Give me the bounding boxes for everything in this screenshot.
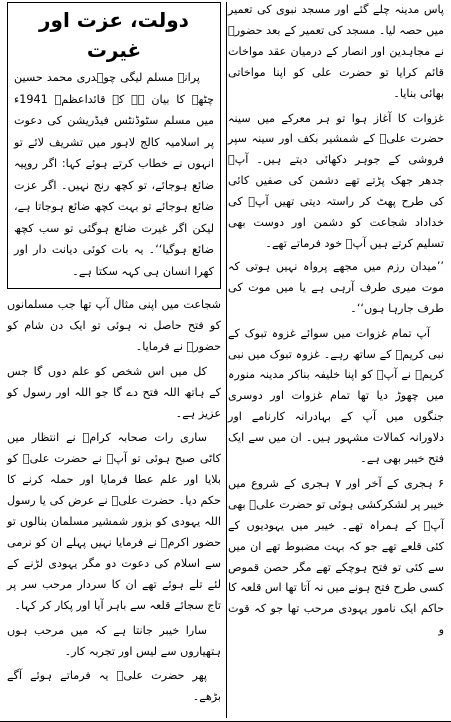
- right-para-2: غزوات کا آغاز ہوا تو ہر معرکے میں سینہ حضرت علیؓ کے شمشیر بکف اور سینہ سپر فروشی کے جوہر دکھائی دیتے ہیں۔ آپؓ جدھر جھک پڑتے تھے دشمن کی صفیں کائی کی طرح پھٹ کر راستہ دیتی تھیں آپؓ کی خداداد شجاعت کو دشمن اور دوست بھی تسلیم کرتے ہیں آپؓ خود فرماتے تھے۔: [228, 111, 444, 250]
- right-para-4: ۶ ہجری کے آخر اور ۷ ہجری کے شروع میں خیبر پر لشکرکشی ہوئی تو حضرت علیؓ بھی آپؐ کے ہمراہ تھے۔ خیبر میں یہودیوں کے کئی قلعے تھے جو کہ بہت مضبوط تھے ان میں سے کئی تو فتح ہوچکے تھے مگر حصن قموص کسی طرح فتح ہونے میں نہ آتا تھا اس قلعہ کا حاکم ایک نامور یہودی مرحب تھا جو کہ قوت و: [228, 476, 444, 637]
- right-para-3: آپ تمام غزوات میں سوائے غزوہ تبوک کے نبی کریمؐ کے ساتھ رہے۔ غزوہ تبوک میں نبی کریمؐ نے آپؓ کو اپنا خلیفہ بناکر مدینہ منورہ میں چھوڑ دیا تھا تمام غزوات اور دوسری جنگوں میں آپ کے بہادرانہ کارنامے اور دلاورانہ کمالات مشہور ہیں۔ ان میں سے ایک فتح خیبر بھی ہے۔: [228, 326, 444, 466]
- left-para-1: شجاعت میں اپنی مثال آپ تھا جب مسلمانوں کو فتح حاصل نہ ہوئی تو ایک دن شام کو حضورؐ نے فرمایا۔: [7, 298, 221, 353]
- box-text: پرانے مسلم لیگی چوہدری محمد حسین چٹھہ کا بیان ہے کہ قائداعظمؒ 1941ء میں مسلم سٹوڈنٹس فیڈریشن کی دعوت پر اسلامیہ کالج لاہور میں تشریف لائے تو انہوں نے خطاب کرتے ہوئے کہا: اگر روپیہ ضائع ہوجائے، تو کچھ رنج نہیں۔ اگر عزت ضائع ہوجائے تو بہت کچھ ضائع ہوجاتا ہے، لیکن اگر غیرت ضائع ہوگئی تو سب کچھ ضائع ہوگیا‘‘۔ یہ بات کوئی دیانت دار اور کھرا انسان ہی کہہ سکتا ہے۔: [14, 71, 214, 278]
- left-para-4: سارا خیبر جانتا ہے کہ میں مرحب ہوں ہتھیاروں سے لیس اور تجربہ کار۔: [7, 623, 221, 658]
- column-divider: [226, 2, 227, 718]
- box-title: دولت، عزت اور غیرت: [39, 8, 189, 62]
- boxed-article: [7, 2, 221, 289]
- left-para-2: کل میں اس شخص کو علم دوں گا جس کے ہاتھ اللہ فتح دے گا جو اللہ اور رسول کو عزیز ہے۔: [7, 364, 221, 420]
- quote: ’’میدان رزم میں مجھے پرواہ نہیں ہوتی کہ موت میری طرف آرہی ہے یا میں موت کی طرف جارہا ہوں‘‘۔: [228, 259, 444, 315]
- right-para-1: پاس مدینہ چلے گئے اور مسجد نبوی کی تعمیر میں حصہ لیا۔ مسجد کی تعمیر کے بعد حضورؐ نے مجاہدین اور انصار کے درمیان عقد مواخات قائم کرایا تو حضرت علی کو اپنا مواخاتی بھائی بنایا۔: [228, 3, 444, 100]
- left-column: [3, 0, 223, 722]
- left-para-5: پھر حضرت علیؓ یہ فرماتے ہوئے آگے بڑھے۔: [7, 669, 221, 704]
- right-column: [226, 0, 448, 722]
- left-para-3: ساری رات صحابہ کرامؓ نے انتظار میں کاٹی صبح ہوئی تو آپؐ نے حضرت علیؓ کو بلایا اور علم عطا فرمایا اور حملہ کرنے کا حکم دیا۔ حضرت علیؓ نے عرض کی یا رسول اللہ یہودی کو بزور شمشیر مسلمان بنالوں تو حضور اکرمؐ نے فرمایا نہیں پہلے ان کو نرمی سے اسلام کی دعوت دو مگر یہودی لڑنے کے لئے تلے ہوئے تھے ان کا سردار مرحب سر پر تاج سجائے قلعہ سے باہر آیا اور پکار کر کہا۔: [7, 431, 221, 612]
